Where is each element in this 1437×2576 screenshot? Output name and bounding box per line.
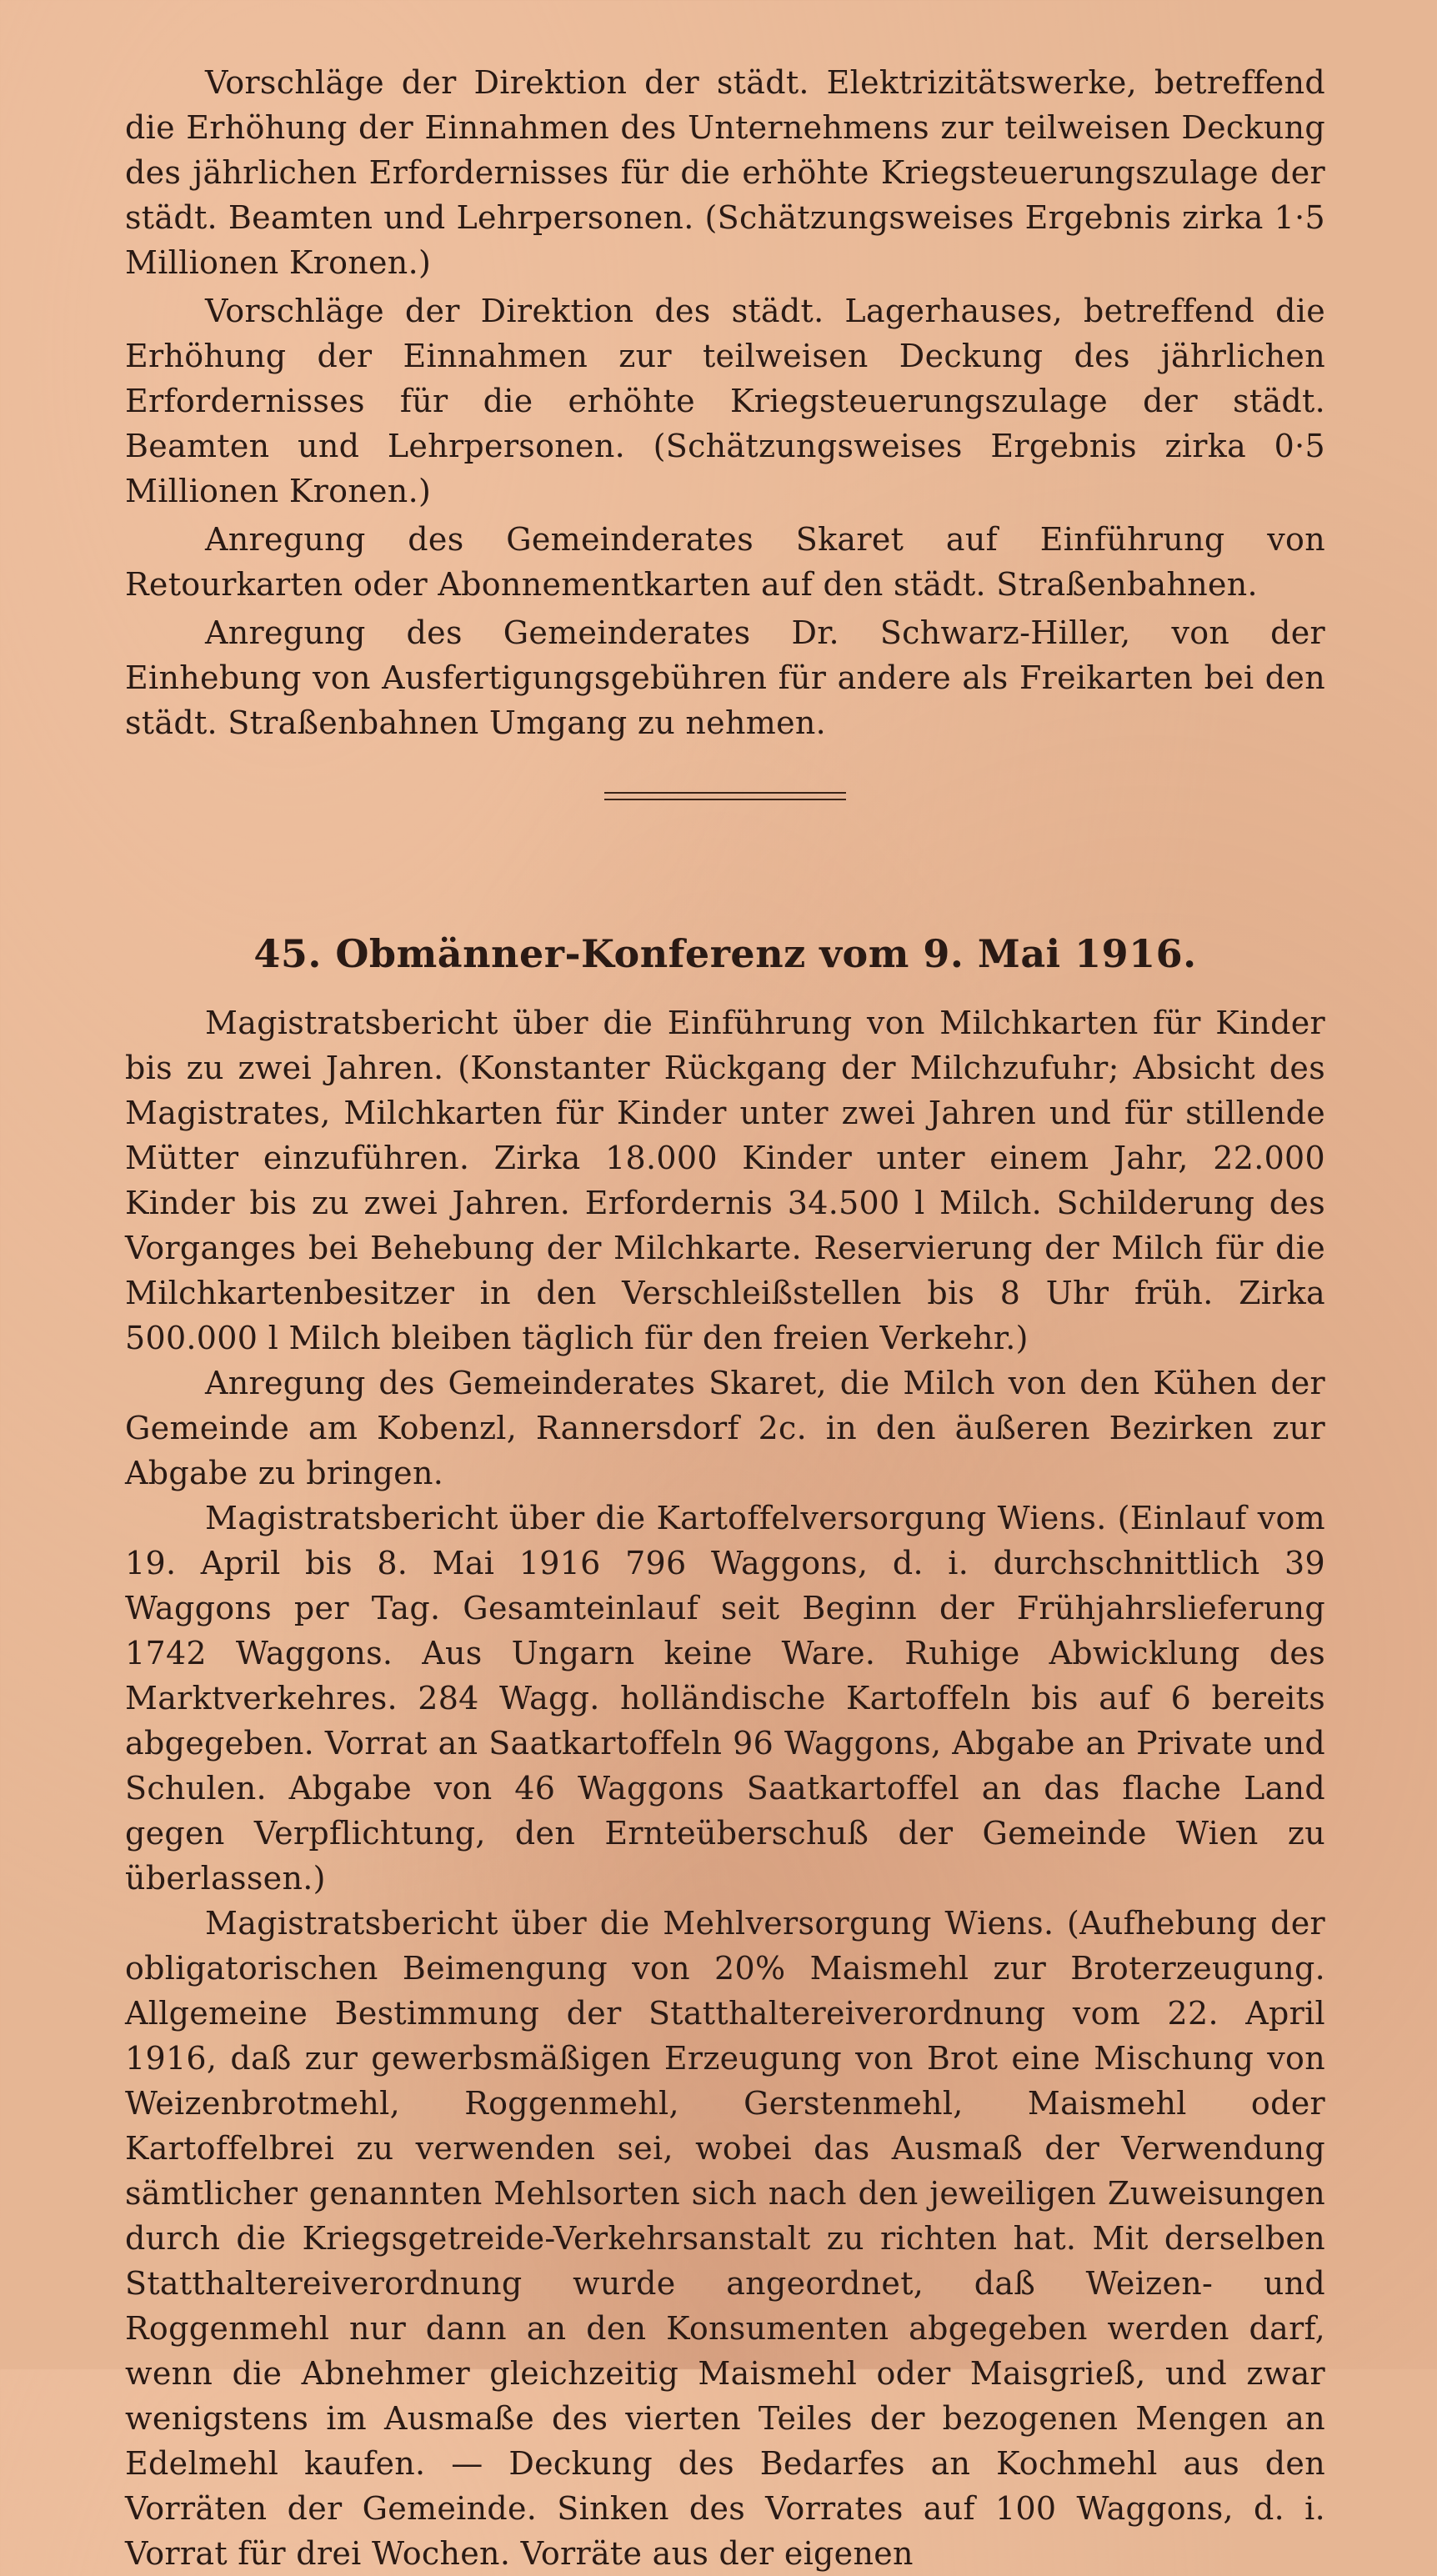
paragraph-fees: Anregung des Gemeinderates Dr. Schwarz-Hiller, von der Einhebung von Ausfertigungsgebühren für andere als Freikarten bei den städt. Straßenbahnen Umgang zu nehmen. — [125, 614, 1325, 741]
paragraph-milk-cows: Anregung des Gemeinderates Skaret, die Milch von den Kühen der Gemeinde am Kobenzl, Rannersdorf 2c. in den äußeren Bezirken zur Abgabe zu bringen. — [125, 1365, 1325, 1491]
divider-line-top — [604, 792, 846, 794]
section-heading: 45. Obmänner-Konferenz vom 9. Mai 1916. — [253, 931, 1197, 976]
divider-line-bottom — [604, 799, 846, 800]
paragraph-warehouse-proposal: Vorschläge der Direktion des städt. Lagerhauses, betreffend die Erhöhung der Einnahmen zur teilweisen Deckung des jährlichen Erfordernisses für die erhöhte Kriegsteuerungszulage der städt. Beamten und Lehrpersonen. (Schätzungsweises Ergebnis zirka 0·5 Millionen Kronen.) — [125, 293, 1325, 509]
paragraph-milk-cards: Magistratsbericht über die Einführung von Milchkarten für Kinder bis zu zwei Jahren. (Konstanter Rückgang der Milchzufuhr; Absicht des Magistrates, Milchkarten für Kinder unter zwei Jahren und für stillende Mütter einzuführen. Zirka 18.000 Kinder unter einem Jahr, 22.000 Kinder bis zu zwei Jahren. Erfordernis 34.500 l Milch. Schilderung des Vorganges bei Behebung der Milchkarte. Reservierung der Milch für die Milchkartenbesitzer in den Verschleißstellen bis 8 Uhr früh. Zirka 500.000 l Milch bleiben täglich für den freien Verkehr.) — [125, 1005, 1325, 1356]
top-section — [125, 60, 1325, 745]
section-divider — [604, 792, 846, 800]
main-section — [125, 929, 1325, 2576]
document-page — [125, 60, 1325, 2576]
paragraph-return-tickets: Anregung des Gemeinderates Skaret auf Einführung von Retourkarten oder Abonnementkarten auf den städt. Straßenbahnen. — [125, 521, 1325, 603]
paragraph-potato-supply: Magistratsbericht über die Kartoffelversorgung Wiens. (Einlauf vom 19. April bis 8. Mai 1916 796 Waggons, d. i. durchschnittlich 39 Waggons per Tag. Gesamteinlauf seit Beginn der Frühjahrslieferung 1742 Waggons. Aus Ungarn keine Ware. Ruhige Abwicklung des Marktverkehres. 284 Wagg. holländische Kartoffeln bis auf 6 bereits abgegeben. Vorrat an Saatkartoffeln 96 Waggons, Abgabe an Private und Schulen. Abgabe von 46 Waggons Saatkartoffel an das flache Land gegen Verpflichtung, den Ernteüberschuß der Gemeinde Wien zu überlassen.) — [125, 1500, 1325, 1897]
paragraph-electricity-proposal: Vorschläge der Direktion der städt. Elektrizitätswerke, betreffend die Erhöhung der Einnahmen des Unternehmens zur teilweisen Deckung des jährlichen Erfordernisses für die erhöhte Kriegsteuerungszulage der städt. Beamten und Lehrpersonen. (Schätzungsweises Ergebnis zirka 1·5 Millionen Kronen.) — [125, 64, 1325, 281]
paragraph-flour-supply: Magistratsbericht über die Mehlversorgung Wiens. (Aufhebung der obligatorischen Beimengung von 20% Maismehl zur Broterzeugung. Allgemeine Bestimmung der Statthaltereiverordnung vom 22. April 1916, daß zur gewerbsmäßigen Erzeugung von Brot eine Mischung von Weizenbrotmehl, Roggenmehl, Gerstenmehl, Maismehl oder Kartoffelbrei zu verwenden sei, wobei das Ausmaß der Verwendung sämtlicher genannten Mehlsorten sich nach den jeweiligen Zuweisungen durch die Kriegsgetreide-Verkehrsanstalt zu richten hat. Mit derselben Statthaltereiverordnung wurde angeordnet, daß Weizen- und Roggenmehl nur dann an den Konsumenten abgegeben werden darf, wenn die Abnehmer gleichzeitig Maismehl oder Maisgrieß, und zwar wenigstens im Ausmaße des vierten Teiles der bezogenen Mengen an Edelmehl kaufen. — Deckung des Bedarfes an Kochmehl aus den Vorräten der Gemeinde. Sinken des Vorrates auf 100 Waggons, d. i. Vorrat für drei Wochen. Vorräte aus der eigenen — [125, 1905, 1325, 2572]
